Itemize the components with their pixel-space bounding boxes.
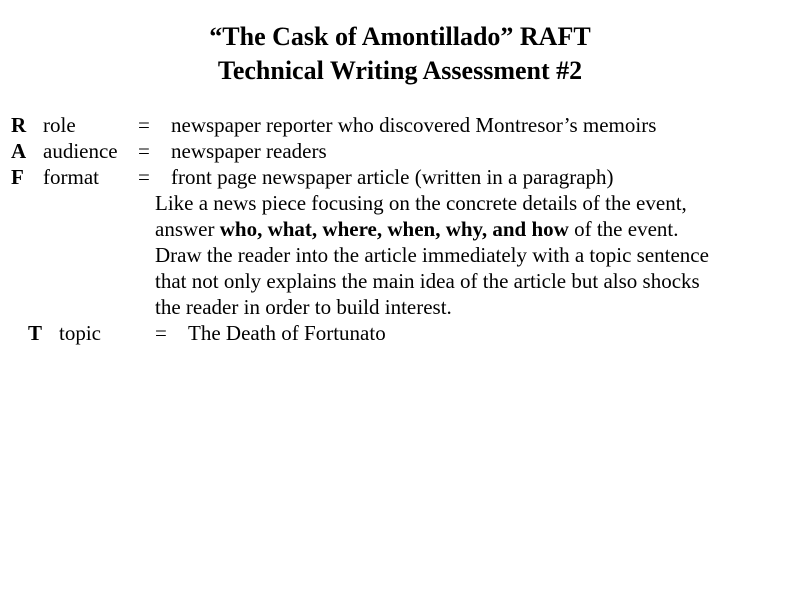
raft-term-role: role — [43, 113, 76, 137]
raft-value-topic: The Death of Fortunato — [188, 321, 386, 345]
raft-value-format: front page newspaper article (written in a paragraph) — [171, 165, 614, 189]
format-detail-line-5: the reader in order to build interest. — [155, 295, 452, 319]
raft-term-audience: audience — [43, 139, 118, 163]
raft-equals-format: = — [138, 165, 150, 189]
raft-value-role: newspaper reporter who discovered Montresor’s memoirs — [171, 113, 657, 137]
format-detail-line-3: Draw the reader into the article immediately with a topic sentence — [155, 243, 709, 267]
raft-equals-role: = — [138, 113, 150, 137]
title-line-1: “The Cask of Amontillado” RAFT — [209, 22, 591, 51]
raft-term-format: format — [43, 165, 99, 189]
raft-term-topic: topic — [59, 321, 101, 345]
raft-letter-r: R — [11, 113, 27, 137]
raft-equals-audience: = — [138, 139, 150, 163]
format-detail-line-1: Like a news piece focusing on the concrete details of the event, — [155, 191, 687, 215]
format-detail-line-4: that not only explains the main idea of the article but also shocks — [155, 269, 700, 293]
raft-letter-t: T — [28, 321, 43, 345]
raft-letter-f: F — [11, 165, 24, 189]
format-detail-line-2 — [155, 216, 678, 242]
format-detail-line-2-bold: who, what, where, when, why, and how — [219, 217, 569, 241]
raft-letter-a: A — [11, 139, 27, 163]
format-detail-line-2-prefix: answer — [155, 217, 220, 241]
title-line-2: Technical Writing Assessment #2 — [217, 56, 583, 85]
raft-value-audience: newspaper readers — [171, 139, 327, 163]
format-detail-line-2-suffix: of the event. — [568, 217, 679, 241]
raft-equals-topic: = — [155, 321, 167, 345]
